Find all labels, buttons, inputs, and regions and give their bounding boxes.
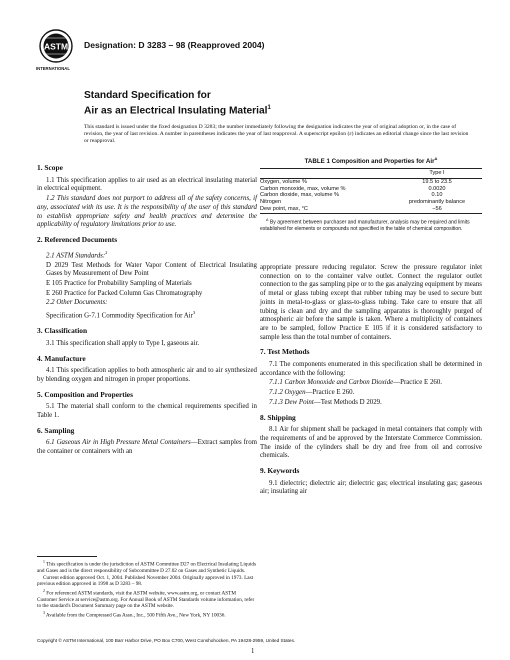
para-9-1: 9.1 dielectric; dielectric air; dielectric gas; electrical insulating gas; gaseous air; insulating air xyxy=(260,479,482,496)
footnote-3-marker: 3 xyxy=(43,610,45,615)
document-title xyxy=(84,90,434,118)
footnote-2-marker: 2 xyxy=(43,588,45,593)
para-7-1-2-text: —Practice E 260. xyxy=(305,389,355,397)
para-7-1-1 xyxy=(260,379,482,388)
table-cell: Nitrogen xyxy=(260,199,282,206)
table-cell: predominantly balance xyxy=(408,199,466,206)
fn-marker-3: 3 xyxy=(192,310,196,316)
table-cell: Carbon dioxide, max, volume % xyxy=(260,192,339,199)
issuance-notice: This standard is issued under the fixed designation D 3283; the number immediately following the designation indicates the year of original adoption or, in the case of revision, the year of last revision. A number in parentheses indicates the year of last reapproval. A superscript epsilon (ε) indicates an editorial change since the last revision or reapproval. xyxy=(84,124,469,145)
para-1-2: 1.2 This standard does not purport to address all of the safety concerns, if any, associated with its use. It is the responsibility of the user of this standard to establish appropriate safety and health practices and determine the applicability of regulatory limitations prior to use. xyxy=(37,195,257,229)
para-7-1-1-text: —Practice E 260. xyxy=(393,379,443,387)
footnote-3-text: Available from the Compressed Gas Assn., Inc., 500 Fifth Ave., New York, NY 10036. xyxy=(45,612,226,619)
table-1-title-marker: A xyxy=(434,156,438,161)
para-7-1: 7.1 The components enumerated in this specification shall be determined in accordance with the following: xyxy=(260,361,482,377)
designation: Designation: D 3283 – 98 (Reapproved 2004) xyxy=(84,40,265,50)
para-7-1-2-lead: 7.1.2 Oxygen xyxy=(269,389,306,397)
para-6-1 xyxy=(37,439,257,456)
para-7-1-2 xyxy=(260,389,482,398)
fn-marker-2: 2 xyxy=(105,249,108,255)
ref-e105: E 105 Practice for Probability Sampling of Materials xyxy=(46,280,192,288)
section-classification-heading: 3. Classification xyxy=(37,326,88,336)
para-5-1: 5.1 The material shall conform to the chemical requirements specified in Table 1. xyxy=(37,403,257,420)
ref-g71 xyxy=(37,309,257,321)
section-test-methods-heading: 7. Test Methods xyxy=(260,347,310,357)
page-number: 1 xyxy=(251,648,255,655)
footnote-2-text: For referenced ASTM standards, visit the ASTM website, www.astm.org, or contact ASTM Customer Service at service@astm.org. For Annual Book of ASTM Standards volume information, refer to the standard's Document Summary page on the ASTM website. xyxy=(37,590,255,610)
table-cell: Oxygen, volume % xyxy=(260,178,307,185)
para-2-2: 2.2 Other Documents: xyxy=(46,299,108,307)
table-1 xyxy=(260,156,482,232)
ref-e260: E 260 Practice for Packed Column Gas Chromatography xyxy=(46,289,203,297)
para-1-1: 1.1 This specification applies to air used as an electrical insulating material in electrical equipment. xyxy=(37,176,257,193)
footnote-1b: Current edition approved Oct. 1, 2004. Published November 2004. Originally approved in 1973. Last previous edition approved in 1998 as D 3283 – 98. xyxy=(37,574,254,588)
footnote-divider xyxy=(37,556,97,557)
table-row xyxy=(260,179,482,186)
section-composition-heading: 5. Composition and Properties xyxy=(37,389,133,399)
title-footnote-marker: 1 xyxy=(267,105,271,112)
copyright-notice: Copyright © ASTM International, 100 Barr Harbor Drive, PO Box C700, West Conshohocken, PA 19428-2959, United States. xyxy=(37,638,296,643)
table-1-grid xyxy=(260,168,482,214)
table-row xyxy=(260,206,482,213)
para-6-1-continued: appropriate pressure reducing regulator. Screw the pressure regulator inlet connection on to the container valve outlet. Connect the regulator outlet connection to the gas sampling pipe or to the gas analyzing equipment by means of metal or glass tubing except that rubber tubing may be used to secure butt joints in metal-to-glass or glass-to-glass tubing. Take care to ensure that all tubing is clean and dry and the sampling apparatus is thoroughly purged of atmospheric air before the sample is taken. Where a multiplicity of containers are to be sampled, follow Practice E 105 if it is considered satisfactory to sample less than the total number of containers. xyxy=(260,264,482,341)
table-footnote-text: By agreement between purchaser and manufacturer, analysis may be required and limits established for elements or compounds not specified in the table of chemical composition. xyxy=(260,219,470,232)
left-column xyxy=(37,158,257,458)
title-line-2-text: Air as an Electrical Insulating Material xyxy=(84,105,268,117)
section-shipping-heading: 8. Shipping xyxy=(260,412,296,422)
astm-logo xyxy=(38,28,74,76)
logo-caption: INTERNATIONAL xyxy=(36,66,70,71)
section-sampling-heading: 6. Sampling xyxy=(37,425,75,435)
footnote-1 xyxy=(37,559,257,575)
para-7-1-3-text: —Test Methods D 2029. xyxy=(313,398,382,406)
table-footnote-marker: A xyxy=(266,217,269,222)
footnote-2 xyxy=(37,588,257,610)
footnote-3 xyxy=(37,610,257,619)
table-row xyxy=(260,199,482,206)
para-7-1-3 xyxy=(260,399,482,408)
ref-d2029: D 2029 Test Methods for Water Vapor Content of Electrical Insulating Gases by Measurement of Dew Point xyxy=(46,261,257,278)
para-2-1 xyxy=(37,249,257,261)
table-cell: 0.0020 xyxy=(428,185,446,192)
table-row xyxy=(260,192,482,199)
svg-text:ASTM: ASTM xyxy=(43,41,69,52)
section-keywords-heading: 9. Keywords xyxy=(260,466,300,476)
astm-standards-label: 2.1 ASTM Standards: xyxy=(46,251,106,259)
table-header-cell: Type I xyxy=(429,170,445,177)
table-1-title xyxy=(260,156,482,165)
para-7-1-3-lead: 7.1.3 Dew Point xyxy=(269,398,314,406)
para-7-1-1-lead: 7.1.1 Carbon Monoxide and Carbon Dioxide xyxy=(269,379,394,387)
title-line-1: Standard Specification for xyxy=(84,90,211,101)
table-row xyxy=(260,186,482,193)
para-4-1: 4.1 This specification applies to both atmospheric air and to air synthesized by blending oxygen and nitrogen in proper proportions. xyxy=(37,367,257,383)
table-1-title-text: TABLE 1 Composition and Properties for Air xyxy=(304,158,435,166)
para-8-1: 8.1 Air for shipment shall be packaged in metal containers that comply with the requirements of and be approved by the Interstate Commerce Commission. The inside of the cylinders shall be dry and free from oil and corrosive chemicals. xyxy=(260,426,482,460)
table-cell: 0.10 xyxy=(431,192,443,199)
section-referenced-heading: 2. Referenced Documents xyxy=(37,234,118,244)
section-scope-heading: 1. Scope xyxy=(37,163,63,172)
right-column xyxy=(260,264,482,498)
table-cell: Dew point, max, °C xyxy=(260,206,308,213)
table-header-row xyxy=(260,169,482,179)
table-cell: Carbon monoxide, max, volume % xyxy=(260,185,346,192)
footnotes xyxy=(37,559,257,619)
title-line-2 xyxy=(84,102,434,118)
footnote-1-marker: 1 xyxy=(43,560,45,564)
table-cell: 19.5 to 23.5 xyxy=(422,178,452,185)
table-cell: −56 xyxy=(432,206,442,213)
table-1-footnote xyxy=(260,217,482,232)
table-header-cell xyxy=(260,170,392,177)
section-manufacture-heading: 4. Manufacture xyxy=(37,353,86,363)
para-6-1-text: —Extract samples from the container or containers with an xyxy=(37,439,257,456)
ref-g71-text: Specification G-7.1 Commodity Specification for Air xyxy=(46,312,193,320)
footnote-1-text: This specification is under the jurisdiction of ASTM Committee D27 on Electrical Insulating Liquids and Gases and is the direct responsibility of Subcommittee D 27.02 on Gases and Synthetic Liquids. xyxy=(37,561,257,575)
para-6-1-lead: 6.1 Gaseous Air in High Pressure Metal Containers xyxy=(46,439,191,447)
para-3-1: 3.1 This specification shall apply to Type I, gaseous air. xyxy=(46,339,200,347)
